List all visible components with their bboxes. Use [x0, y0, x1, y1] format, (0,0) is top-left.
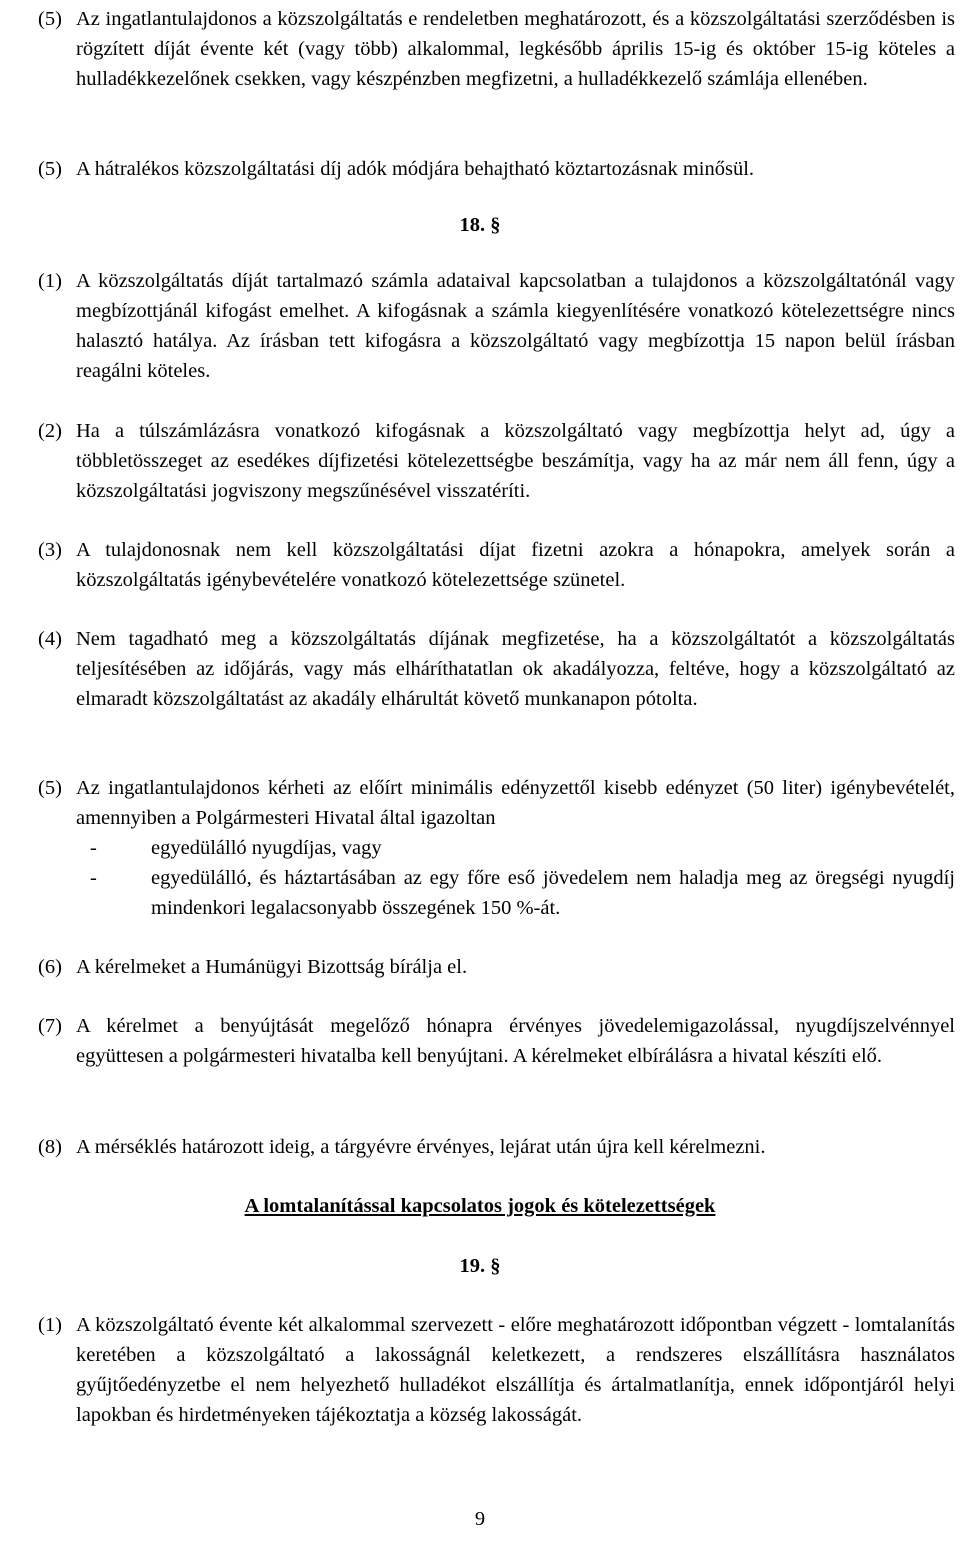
paragraph-text: A kérelmet a benyújtását megelőző hónapra érvényes jövedelemigazolással, nyugdíjszelvénnyel együttesen a polgármesteri hivatalba kell benyújtani. A kérelmeket elbírálásra a hivatal készíti elő. — [76, 1015, 955, 1067]
chapter-heading — [0, 1191, 960, 1221]
paragraph-18-2 — [38, 416, 955, 506]
paragraph-number: (4) — [38, 628, 62, 650]
paragraph-text: Ha a túlszámlázásra vonatkozó kifogásnak a közszolgáltató vagy megbízottja helyt ad, úgy a többletösszeget az esedékes díjfizetési kötelezettségbe beszámítja, vagy ha az már nem áll fenn, úgy a közszolgáltatási jogviszony megszűnésével visszatéríti. — [76, 420, 955, 502]
list-item-text: egyedülálló, és háztartásában az egy főre eső jövedelem nem haladja meg az öregségi nyugdíj mindenkori legalacsonyabb összegének 150 %-át. — [151, 867, 955, 919]
paragraph-number: (5) — [38, 777, 62, 799]
list-dash: - — [90, 837, 97, 859]
list-item — [38, 863, 955, 923]
paragraph-18-8 — [38, 1132, 955, 1162]
paragraph-18-1 — [38, 266, 955, 386]
list-item — [38, 833, 955, 863]
paragraph-text: A hátralékos közszolgáltatási díj adók módjára behajtható köztartozásnak minősül. — [76, 158, 755, 180]
page-number: 9 — [474, 1508, 486, 1530]
paragraph-number: (1) — [38, 270, 62, 292]
list-item-text: egyedülálló nyugdíjas, vagy — [151, 837, 382, 859]
section-title: 19. § — [459, 1255, 501, 1277]
paragraph-text: A mérséklés határozott ideig, a tárgyévre érvényes, lejárat után újra kell kérelmezni. — [76, 1136, 766, 1158]
paragraph-text: Az ingatlantulajdonos a közszolgáltatás e rendeletben meghatározott, és a közszolgáltatási szerződésben is rögzített díját évente két (vagy több) alkalommal, legkésőbb április 15-ig és október 15-ig köteles a hulladékkezelőnek csekken, vagy készpénzben megfizetni, a hulladékkezelő számlája ellenében. — [76, 8, 955, 90]
paragraph-number: (3) — [38, 539, 62, 561]
paragraph-18-5 — [38, 773, 955, 923]
paragraph-text: A közszolgáltató évente két alkalommal szervezett - előre meghatározott időpontban végzett - lomtalanítás keretében a közszolgáltató a lakosságnál keletkezett, a rendszeres elszállításra használatos gyűjtőedényzetbe el nem helyezhető hulladékot elszállítja és ártalmatlanítja, ennek időpontjáról helyi lapokban és hirdetményeken tájékoztatja a község lakosságát. — [76, 1314, 955, 1426]
paragraph-number: (5) — [38, 158, 62, 180]
section-19-heading — [0, 1251, 960, 1281]
paragraph-text: Az ingatlantulajdonos kérheti az előírt minimális edényzettől kisebb edényzet (50 liter) igénybevételét, amennyiben a Polgármesteri Hivatal által igazoltan — [76, 777, 955, 829]
paragraph-number: (2) — [38, 420, 62, 442]
paragraph-text: A tulajdonosnak nem kell közszolgáltatási díjat fizetni azokra a hónapokra, amelyek során a közszolgáltatás igénybevételére vonatkozó kötelezettsége szünetel. — [76, 539, 955, 591]
section-title: 18. § — [459, 214, 501, 236]
paragraph-18-6 — [38, 952, 955, 982]
paragraph-text: Nem tagadható meg a közszolgáltatás díjának megfizetése, ha a közszolgáltatót a közszolgáltatás teljesítésében az időjárás, vagy más elháríthatatlan ok akadályozza, feltéve, hogy a közszolgáltató az elmaradt közszolgáltatást az akadály elhárultát követő munkanapon pótolta. — [76, 628, 955, 710]
paragraph-17-5 — [38, 4, 955, 94]
paragraph-number: (6) — [38, 956, 62, 978]
paragraph-number: (7) — [38, 1015, 62, 1037]
chapter-title: A lomtalanítással kapcsolatos jogok és kötelezettségek — [244, 1195, 716, 1217]
section-18-heading — [0, 210, 960, 240]
paragraph-18-7 — [38, 1011, 955, 1071]
paragraph-text: A kérelmeket a Humánügyi Bizottság bírálja el. — [76, 956, 468, 978]
paragraph-number: (8) — [38, 1136, 62, 1158]
paragraph-19-1 — [38, 1310, 955, 1430]
paragraph-17-5b — [38, 154, 955, 184]
paragraph-text: A közszolgáltatás díját tartalmazó számla adataival kapcsolatban a tulajdonos a közszolgáltatónál vagy megbízottjánál kifogást emelhet. A kifogásnak a számla kiegyenlítésére vonatkozó kötelezettségre nincs halasztó hatálya. Az írásban tett kifogásra a közszolgáltató vagy megbízottja 15 napon belül írásban reagálni köteles. — [76, 270, 955, 382]
paragraph-number: (1) — [38, 1314, 62, 1336]
paragraph-number: (5) — [38, 8, 62, 30]
paragraph-18-3 — [38, 535, 955, 595]
paragraph-18-4 — [38, 624, 955, 714]
list-dash: - — [90, 867, 97, 889]
